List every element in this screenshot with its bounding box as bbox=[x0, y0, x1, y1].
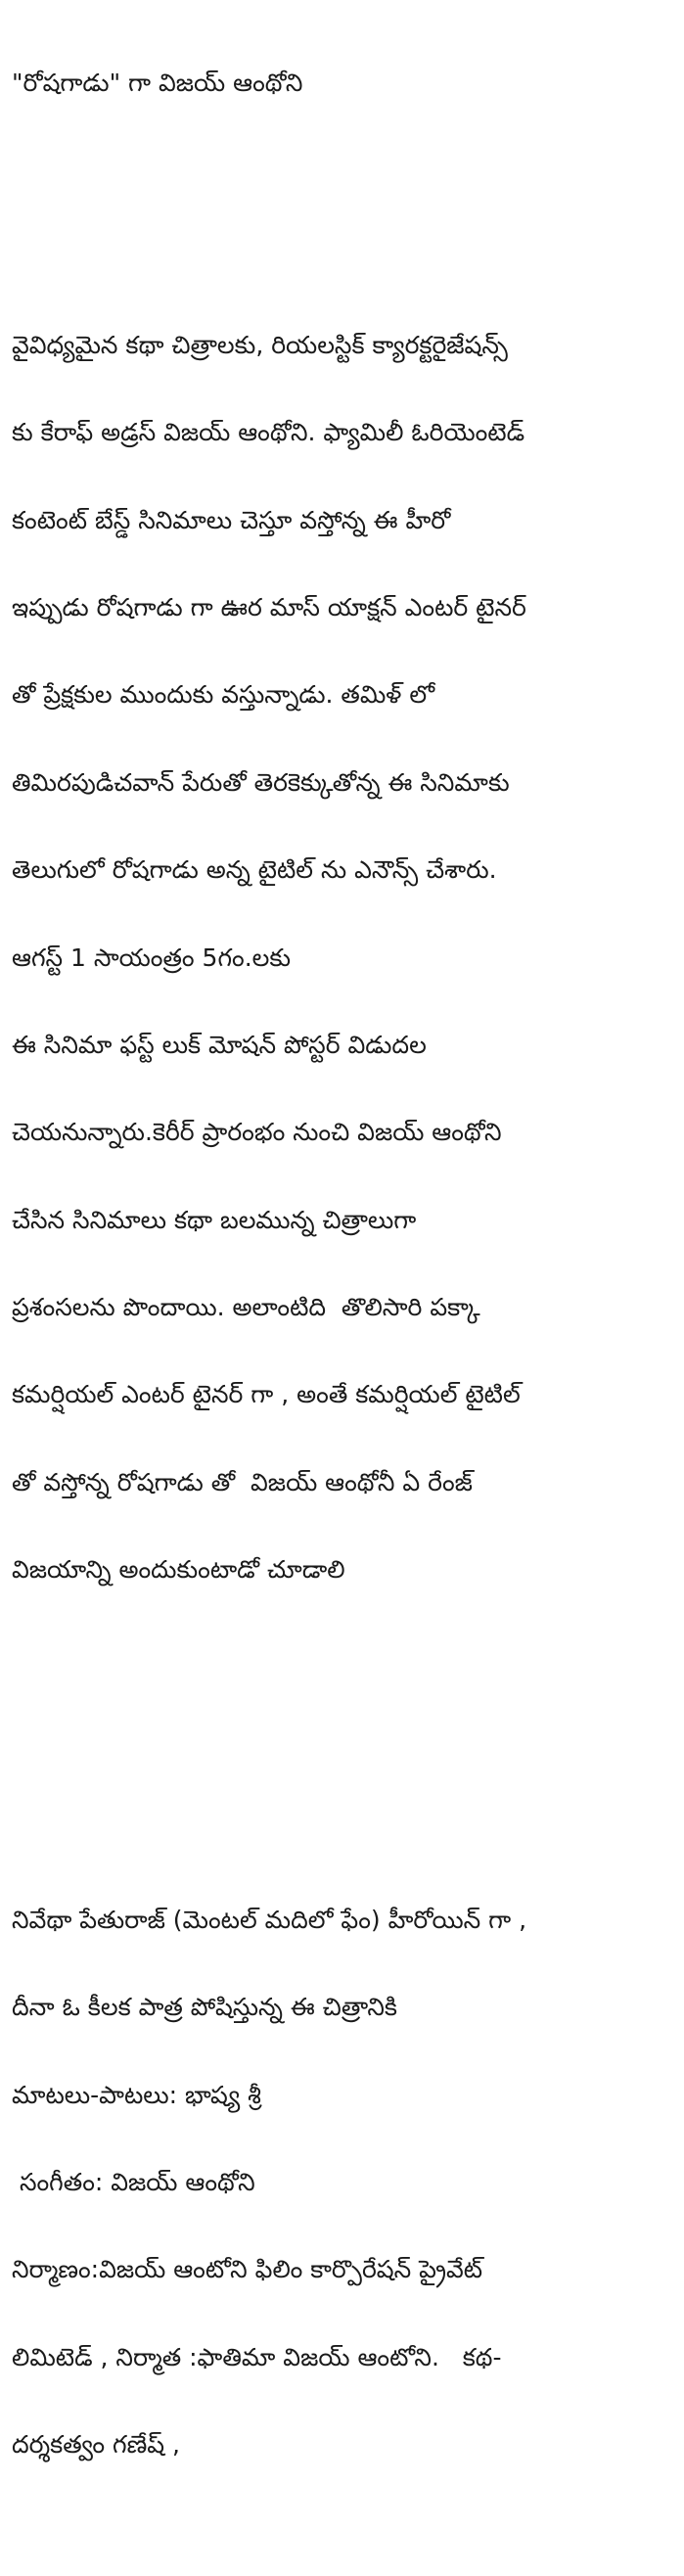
paragraph-2 bbox=[12, 1847, 677, 2517]
text-line: దర్శకత్వం గణేష్ , bbox=[12, 2430, 180, 2460]
paragraph-spacer bbox=[12, 156, 677, 185]
text-line: తెలుగులో రోషగాడు అన్న టైటిల్ ను ఎనౌన్స్ చేశారు. bbox=[12, 855, 497, 885]
text-line: నిర్మాణం:విజయ్ ఆంటోని ఫిలిం కార్పొరేషన్ ప్రైవేట్ bbox=[12, 2255, 483, 2284]
text-line: తో ప్రేక్షకుల ముందుకు వస్తున్నాడు. తమిళ్ లో bbox=[12, 680, 435, 710]
text-line: కంటెంట్ బేస్డ్ సినిమాలు చెస్తూ వస్తోన్న ఈ హీరో bbox=[12, 505, 451, 534]
text-line: లిమిటెడ్ , నిర్మాత :ఫాతిమా విజయ్ ఆంటోని. కథ- bbox=[12, 2342, 502, 2371]
text-line: తిమిరపుడిచవాన్ పేరుతో తెరకెక్కుతోన్న ఈ సినిమాకు bbox=[12, 767, 510, 797]
document-body bbox=[12, 10, 677, 2576]
document-title: "రోషగాడు" గా విజయ్ ఆంథోని bbox=[12, 68, 303, 97]
paragraph-1 bbox=[12, 272, 677, 1642]
text-line: నివేథా పేతురాజ్ (మెంటల్ మదిలో ఫేం) హీరోయిన్ గా , bbox=[12, 1905, 527, 1934]
text-line: విజయాన్ని అందుకుంటాడో చూడాలి bbox=[12, 1555, 345, 1585]
text-line: వైవిధ్యమైన కథా చిత్రాలకు, రియలస్టిక్ క్యారక్టరైజేషన్స్ bbox=[12, 330, 508, 359]
text-line: దీనా ఓ కీలక పాత్ర పోషిస్తున్న ఈ చిత్రానికి bbox=[12, 1993, 397, 2022]
paragraph-spacer bbox=[12, 1730, 677, 1760]
text-line: సంగీతం: విజయ్ ఆంథోని bbox=[12, 2167, 255, 2196]
text-line: ఈ సినిమా ఫస్ట్ లుక్ మోషన్ పోస్టర్ విడుదల bbox=[12, 1030, 427, 1059]
text-line: ఆగస్ట్ 1 సాయంత్రం 5గం.లకు bbox=[12, 943, 292, 972]
text-line: కమర్షియల్ ఎంటర్ టైనర్ గా , అంతే కమర్షియల్ టైటిల్ bbox=[12, 1380, 521, 1409]
text-line: చెయనున్నారు.కెరీర్ ప్రారంభం నుంచి విజయ్ ఆంథోని bbox=[12, 1118, 502, 1147]
text-line: ప్రశంసలను పొందాయి. అలాంటిది తొలిసారి పక్కా bbox=[12, 1293, 480, 1322]
text-line: తో వస్తోన్న రోషగాడు తో విజయ్ ఆంథోనీ ఏ రేంజ్ bbox=[12, 1467, 473, 1496]
text-line: ఇప్పుడు రోషగాడు గా ఊర మాస్ యాక్షన్ ఎంటర్ టైనర్ bbox=[12, 592, 526, 621]
text-line: మాటలు-పాటలు: భాష్య శ్రీ bbox=[12, 2080, 261, 2109]
text-line: చేసిన సినిమాలు కథా బలమున్న చిత్రాలుగా bbox=[12, 1205, 417, 1234]
text-line: కు కేరాఫ్ అడ్రస్ విజయ్ ఆంథోని. ఫ్యామిలీ ఓరియెంటెడ్ bbox=[12, 418, 525, 447]
